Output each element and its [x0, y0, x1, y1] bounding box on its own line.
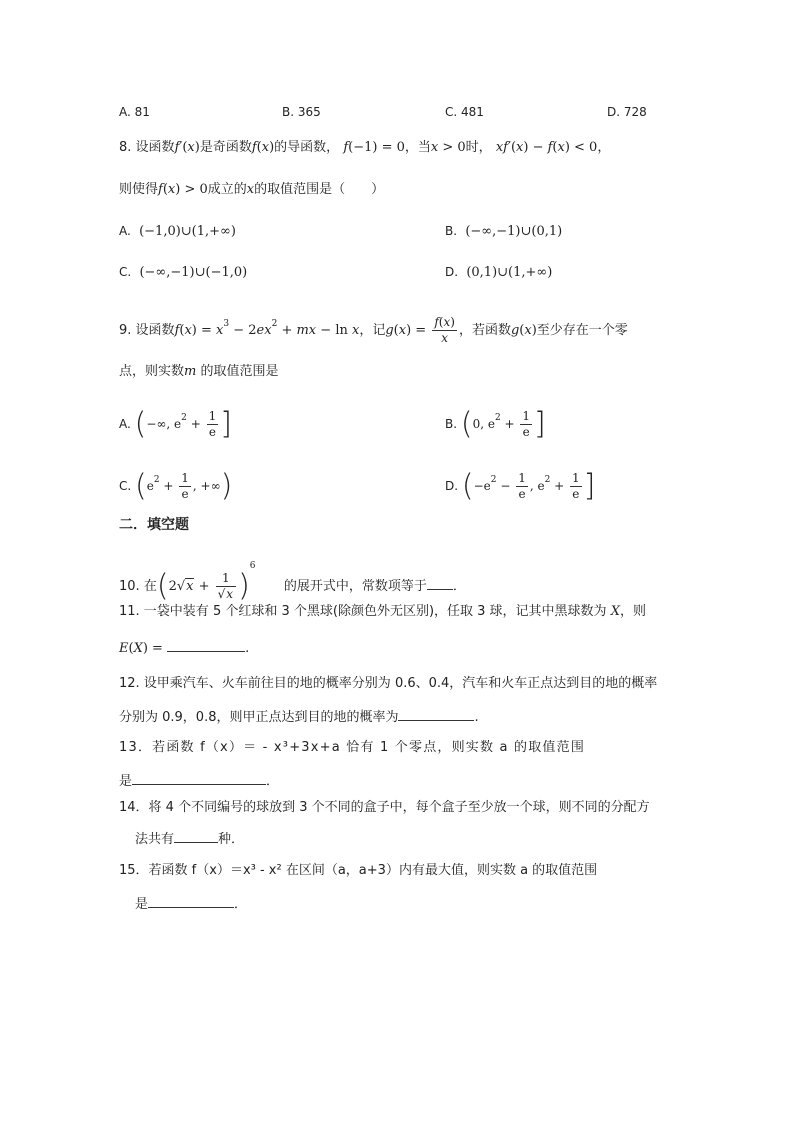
q8-option-a: A. (−1,0)∪(1,+∞)	[119, 224, 236, 239]
q7-option-c: C. 481	[445, 105, 484, 119]
q12-stem-line1: 12. 设甲乘汽车、火车前往目的地的概率分别为 0.6、0.4，汽车和火车正点达到目的地的概率	[119, 676, 658, 691]
q12-blank[interactable]	[398, 706, 474, 721]
q11-stem-line1: 11. 一袋中装有 5 个红球和 3 个黑球(除颜色外无区别)，任取 3 球，记其中黑球数为 X，则	[119, 604, 646, 619]
section-title-fill-in: 二．填空题	[119, 517, 189, 533]
q9-option-c: C. ($e^2$ + $\frac{1}{e}$ , +∞)	[119, 468, 233, 504]
q15-stem-line1: 15．若函数 f（x）＝x³ - x² 在区间（a，a+3）内有最大值，则实数 a 的取值范围	[119, 863, 598, 878]
q14-stem-line1: 14．将 4 个不同编号的球放到 3 个不同的盒子中，每个盒子至少放一个球，则不同的分配方	[119, 800, 650, 815]
q9-option-a: A. (−∞, $e^2$ + $\frac{1}{e}$ ]	[119, 406, 232, 442]
q10-blank[interactable]	[427, 575, 453, 590]
q13-stem-line2: 是 ．	[119, 770, 279, 792]
q12-stem-line2: 分别为 0.9，0.8，则甲正点达到目的地的概率为 .	[119, 706, 479, 728]
q15-blank[interactable]	[148, 893, 234, 908]
q7-option-b: B. 365	[282, 105, 321, 119]
q8-option-c: C. (−∞,−1)∪(−1,0)	[119, 265, 248, 280]
q8-option-b: B. (−∞,−1)∪(0,1)	[445, 224, 563, 239]
q8-stem-line1: 8. 设函数f′(x)是奇函数f(x)的导函数， f(−1) = 0，当x > 0时， xf′(x) − f(x) < 0，	[119, 140, 611, 155]
q11-stem-line2: E(X) = .	[119, 637, 249, 659]
q11-blank[interactable]	[167, 637, 245, 652]
q7-option-d: D. 728	[607, 105, 647, 119]
q7-option-a: A. 81	[119, 105, 150, 119]
q9-stem-line2: 点，则实数m 的取值范围是	[119, 364, 279, 379]
q14-blank[interactable]	[174, 828, 218, 843]
q15-stem-line2: 是 ．	[135, 893, 247, 915]
q13-stem-line1: 13．若函数 f（x）＝ - x³+3x+a 恰有 1 个零点，则实数 a 的取值范围	[119, 740, 586, 755]
q8-stem-line2: 则使得f(x) > 0成立的x的取值范围是（ ）	[119, 182, 385, 197]
q9-stem-line1: 9. 设函数$f(x) = x^3 - 2ex^2$ + mx − ln x，记g(x) = $\frac{f(x)}{x}$ ，若函数g(x)至少存在一个零	[119, 315, 628, 345]
q9-option-b: B. (0, $e^2$ + $\frac{1}{e}$ ]	[445, 406, 546, 442]
q13-blank[interactable]	[132, 770, 266, 785]
q9-option-d: D. ($-e^2$ − $\frac{1}{e}$ , $e^2$ + $\frac{1}{e}$ ]	[445, 468, 596, 504]
q10-stem: 10. 在(2√x + $\frac{1}{√x}$ )$^6$ 的展开式中，常数项等于 ．	[119, 561, 466, 604]
q8-option-d: D. (0,1)∪(1,+∞)	[445, 265, 553, 280]
q14-stem-line2: 法共有 种．	[135, 828, 244, 850]
